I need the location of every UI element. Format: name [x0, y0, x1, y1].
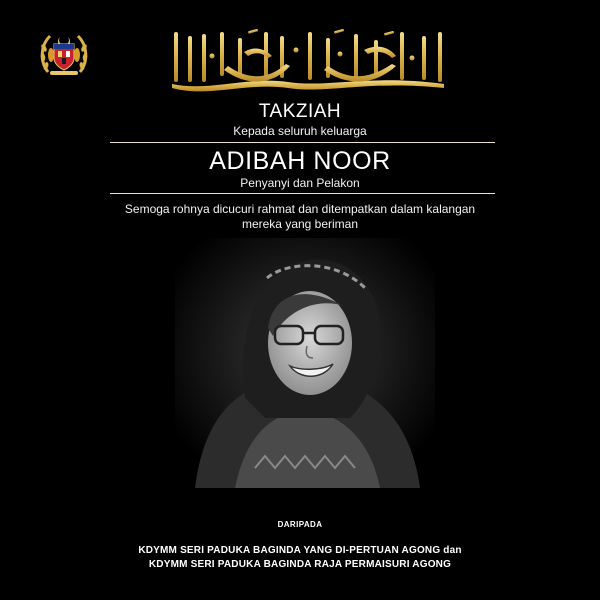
- portrait-photo: [175, 238, 435, 488]
- condolence-title: TAKZIAH: [258, 101, 342, 122]
- prayer-text: Semoga rohnya dicucuri rahmat dan ditempatkan dalam kalangan mereka yang beriman: [124, 202, 476, 231]
- from-label: DARIPADA: [277, 520, 323, 529]
- divider-bottom: [110, 193, 495, 194]
- condolence-subtitle: Kepada seluruh keluarga: [233, 124, 367, 138]
- royal-crest-icon: [38, 28, 90, 80]
- deceased-name: ADIBAH NOOR: [209, 147, 391, 175]
- sender-line-1: KDYMM SERI PADUKA BAGINDA YANG DI-PERTUAN AGONG dan: [138, 545, 462, 556]
- arabic-calligraphy: [168, 26, 448, 96]
- divider-top: [110, 142, 495, 143]
- sender-line-2: KDYMM SERI PADUKA BAGINDA RAJA PERMAISURI AGONG: [148, 559, 452, 570]
- deceased-role: Penyanyi dan Pelakon: [240, 176, 360, 190]
